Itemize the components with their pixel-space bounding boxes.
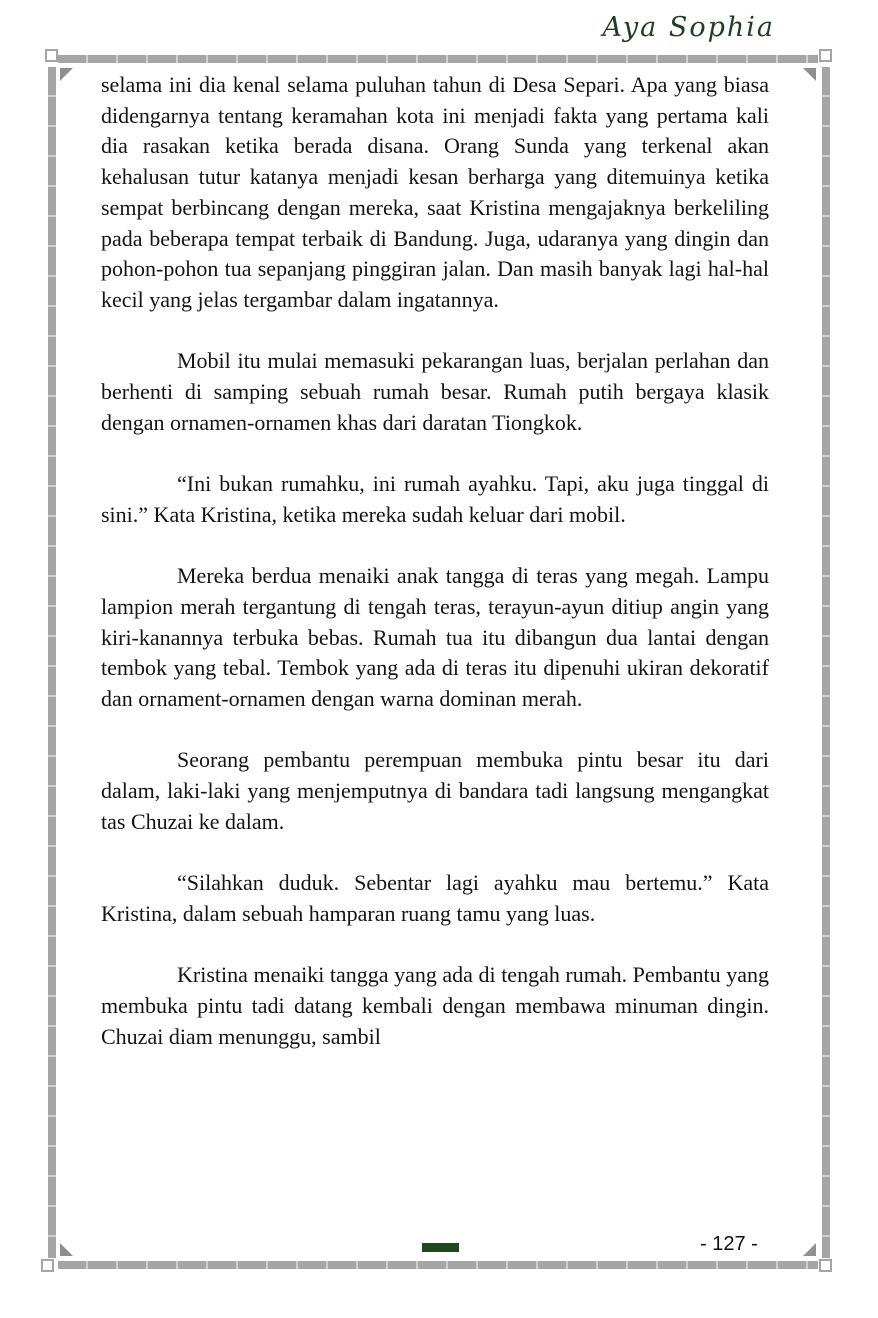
paragraph: “Ini bukan rumahku, ini rumah ayahku. Tapi, aku juga tinggal di sini.” Kata Kristina, ketika mereka sudah keluar dari mobil. [101,471,769,527]
page-number: - 127 - [700,1233,758,1255]
page-border-right [822,67,830,1258]
border-corner-square-top-right [819,49,832,62]
page-header-book-title: Aya Sophia [602,12,775,43]
page-border-bottom [58,1261,818,1269]
page-border-top [58,55,818,63]
paragraph: Seorang pembantu perempuan membuka pintu besar itu dari dalam, laki-laki yang menjemputnya di bandara tadi langsung mengangkat tas Chuzai ke dalam. [101,747,769,834]
page-border-left [48,67,56,1258]
paragraph: Mereka berdua menaiki anak tangga di teras yang megah. Lampu lampion merah tergantung di tengah teras, terayun-ayun ditiup angin yang kiri-kanannya terbuka bebas. Rumah tua itu dibangun dua lantai dengan tembok yang tebal. Tembok yang ada di teras itu dipenuhi ukiran dekoratif dan ornament-ornamen dengan warna dominan merah. [101,563,769,712]
page-body-text [101,70,769,1052]
border-corner-square-bottom-right [819,1259,832,1272]
border-corner-triangle-top-left [60,68,73,81]
footer-ornament-bar [422,1243,459,1252]
border-corner-square-bottom-left [41,1259,54,1272]
border-corner-triangle-bottom-left [60,1243,73,1256]
paragraph: “Silahkan duduk. Sebentar lagi ayahku mau bertemu.” Kata Kristina, dalam sebuah hamparan ruang tamu yang luas. [101,870,769,926]
border-corner-triangle-top-right [803,68,816,81]
paragraph: Kristina menaiki tangga yang ada di tengah rumah. Pembantu yang membuka pintu tadi datang kembali dengan membawa minuman dingin. Chuzai diam menunggu, sambil [101,962,769,1049]
paragraph: Mobil itu mulai memasuki pekarangan luas, berjalan perlahan dan berhenti di samping sebuah rumah besar. Rumah putih bergaya klasik dengan ornamen-ornamen khas dari daratan Tiongkok. [101,348,769,435]
border-corner-square-top-left [45,49,58,62]
border-corner-triangle-bottom-right [803,1243,816,1256]
paragraph: selama ini dia kenal selama puluhan tahun di Desa Separi. Apa yang biasa didengarnya tentang keramahan kota ini menjadi fakta yang pertama kali dia rasakan ketika berada disana. Orang Sunda yang terkenal akan kehalusan tutur katanya menjadi kesan berharga yang ditemuinya ketika sempat berbincang dengan mereka, saat Kristina mengajaknya berkeliling pada beberapa tempat terbaik di Bandung. Juga, udaranya yang dingin dan pohon-pohon tua sepanjang pinggiran jalan. Dan masih banyak lagi hal-hal kecil yang jelas tergambar dalam ingatannya. [101,72,769,312]
